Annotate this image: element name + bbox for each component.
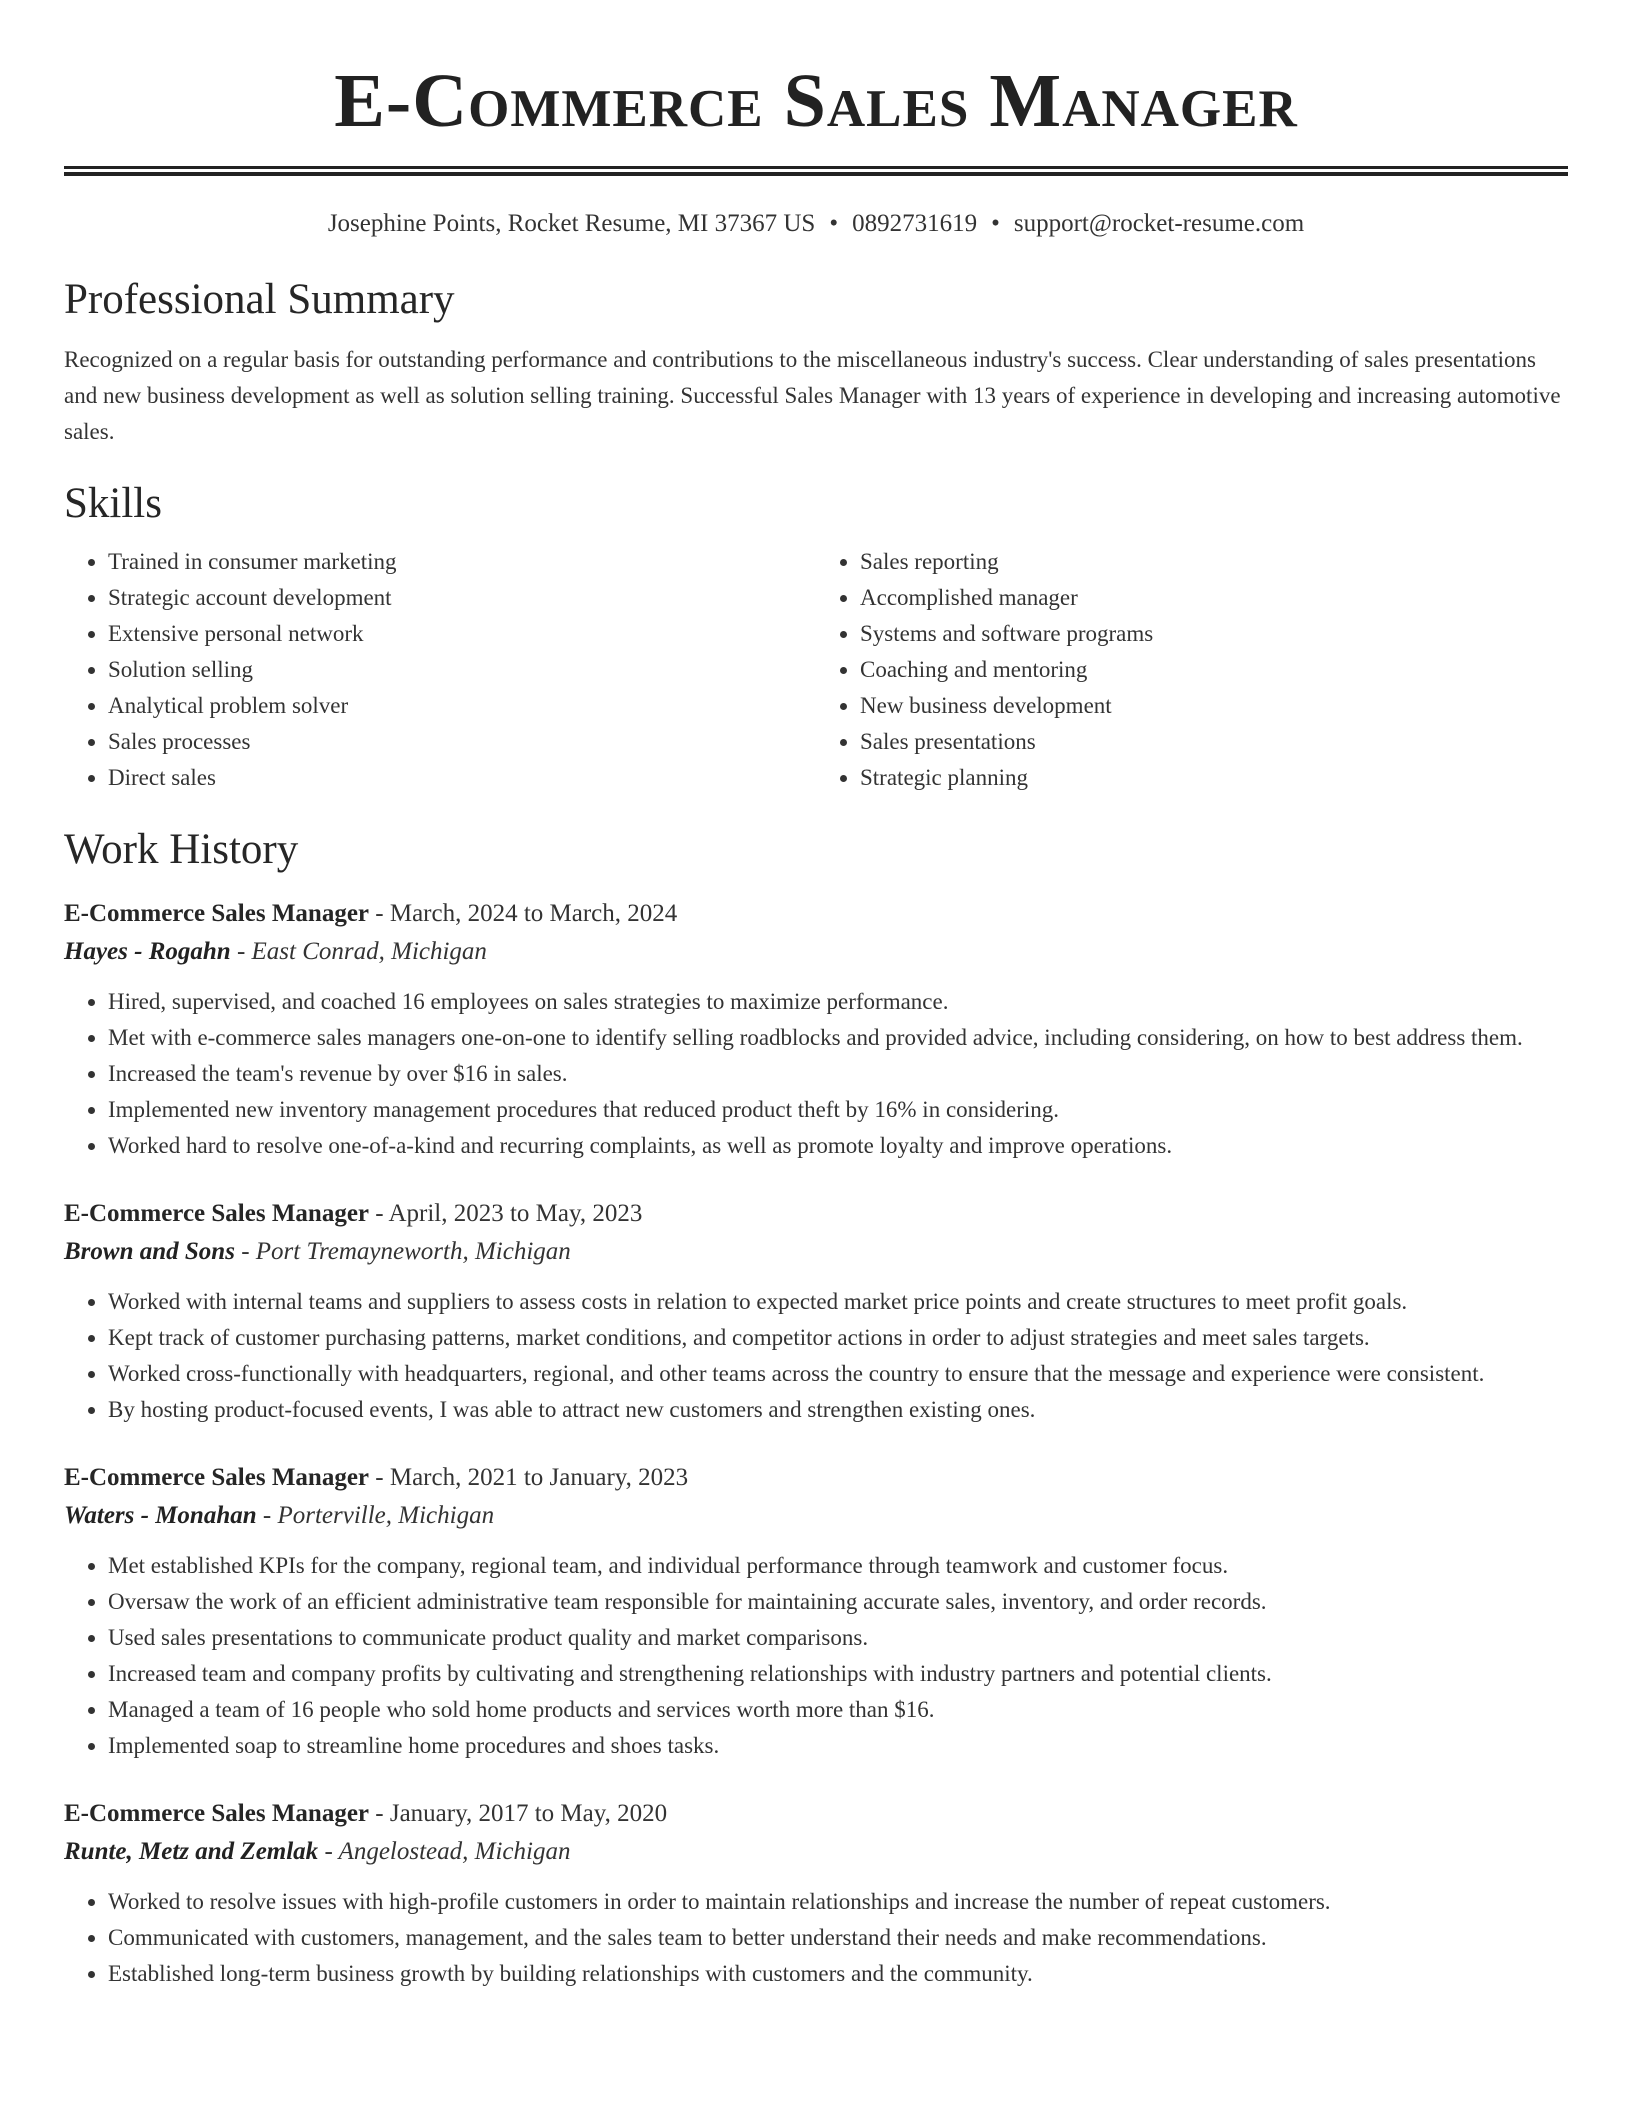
contact-line [64,208,1568,240]
job-company: Hayes - Rogahn [64,938,231,965]
skill-item: • Coaching and mentoring [860,652,1568,688]
job-bullet: • Established long-term business growth by building relationships with customers and the community. [108,1956,1568,1992]
job-entry [64,1796,1568,1992]
skill-item: • New business development [860,688,1568,724]
job-bullet: • Communicated with customers, management, and the sales team to better understand their needs and make recommendations. [108,1920,1568,1956]
job-title-line [64,1796,1568,1832]
skill-item: • Sales presentations [860,724,1568,760]
job-dates: - January, 2017 to May, 2020 [375,1800,668,1827]
job-bullets [64,1284,1568,1428]
skill-item: • Accomplished manager [860,580,1568,616]
job-bullet: • Worked cross-functionally with headquarters, regional, and other teams across the country to ensure that the message and experience were consistent. [108,1356,1568,1392]
job-company-line [64,1232,1568,1272]
skill-item: • Solution selling [108,652,816,688]
skills-column-left [64,544,816,796]
job-company-line [64,1496,1568,1536]
skill-item: • Direct sales [108,760,816,796]
job-title: E-Commerce Sales Manager [64,1200,370,1227]
job-location: - East Conrad, Michigan [236,938,487,965]
job-company: Brown and Sons [64,1238,235,1265]
job-location: - Angelostead, Michigan [324,1838,571,1865]
job-bullet: • Used sales presentations to communicate product quality and market comparisons. [108,1620,1568,1656]
job-bullet: • Worked with internal teams and suppliers to assess costs in relation to expected market price points and create structures to meet profit goals. [108,1284,1568,1320]
contact-email: support@rocket-resume.com [1013,210,1305,237]
contact-phone: 0892731619 [852,210,978,237]
job-bullet: • Kept track of customer purchasing patterns, market conditions, and competitor actions in order to adjust strategies and meet sales targets. [108,1320,1568,1356]
job-dates: - March, 2021 to January, 2023 [375,1464,689,1491]
job-bullet: • Implemented new inventory management procedures that reduced product theft by 16% in considering. [108,1092,1568,1128]
skill-item: • Trained in consumer marketing [108,544,816,580]
job-title: E-Commerce Sales Manager [64,1464,370,1491]
skills-heading: Skills [64,480,162,527]
title-double-rule [64,166,1568,176]
job-company-line [64,932,1568,972]
job-bullet: • Implemented soap to streamline home procedures and shoes tasks. [108,1728,1568,1764]
skill-item: • Strategic planning [860,760,1568,796]
job-title: E-Commerce Sales Manager [64,900,370,927]
skill-item: • Strategic account development [108,580,816,616]
job-company-line [64,1832,1568,1872]
skill-item: • Sales processes [108,724,816,760]
job-bullets [64,984,1568,1164]
summary-text: Recognized on a regular basis for outstanding performance and contributions to the miscellaneous industry's success. Clear understanding of sales presentations and new business development as well as solution selling training. Successful Sales Manager with 13 years of experience in developing and increasing automotive sales. [64,347,1561,444]
skills-list [64,544,1568,796]
job-bullet: • Increased the team's revenue by over $16 in sales. [108,1056,1568,1092]
job-bullet: • Hired, supervised, and coached 16 employees on sales strategies to maximize performance. [108,984,1568,1020]
job-bullet: • Managed a team of 16 people who sold home products and services worth more than $16. [108,1692,1568,1728]
contact-separator: • [829,210,839,237]
skill-item: • Systems and software programs [860,616,1568,652]
job-bullet: • Met established KPIs for the company, regional team, and individual performance through teamwork and customer focus. [108,1548,1568,1584]
summary-heading: Professional Summary [64,276,455,323]
job-dates: - April, 2023 to May, 2023 [375,1200,643,1227]
job-entry [64,896,1568,1164]
job-title-line [64,1196,1568,1232]
skill-item: • Sales reporting [860,544,1568,580]
work-history-heading: Work History [64,826,299,873]
contact-address: Josephine Points, Rocket Resume, MI 37367 US [327,210,816,237]
skill-item: • Extensive personal network [108,616,816,652]
resume-title: E-Commerce Sales Manager [334,59,1298,143]
job-bullet: • Worked to resolve issues with high-profile customers in order to maintain relationships and increase the number of repeat customers. [108,1884,1568,1920]
skill-item: • Analytical problem solver [108,688,816,724]
job-bullets [64,1548,1568,1764]
job-bullet: • Met with e-commerce sales managers one-on-one to identify selling roadblocks and provided advice, including considering, on how to best address them. [108,1020,1568,1056]
job-bullet: • By hosting product-focused events, I was able to attract new customers and strengthen existing ones. [108,1392,1568,1428]
contact-separator: • [991,210,1000,237]
job-bullets [64,1884,1568,1992]
job-location: - Porterville, Michigan [262,1502,495,1529]
job-bullet: • Worked hard to resolve one-of-a-kind and recurring complaints, as well as promote loyalty and improve operations. [108,1128,1568,1164]
job-title-line [64,1460,1568,1496]
job-company: Waters - Monahan [64,1502,257,1529]
job-entry [64,1196,1568,1428]
job-entry [64,1460,1568,1764]
job-location: - Port Tremayneworth, Michigan [241,1238,571,1265]
job-bullet: • Oversaw the work of an efficient administrative team responsible for maintaining accurate sales, inventory, and order records. [108,1584,1568,1620]
job-title-line [64,896,1568,932]
job-company: Runte, Metz and Zemlak [64,1838,319,1865]
job-dates: - March, 2024 to March, 2024 [375,900,678,927]
skills-column-right [816,544,1568,796]
job-bullet: • Increased team and company profits by cultivating and strengthening relationships with industry partners and potential clients. [108,1656,1568,1692]
job-title: E-Commerce Sales Manager [64,1800,370,1827]
